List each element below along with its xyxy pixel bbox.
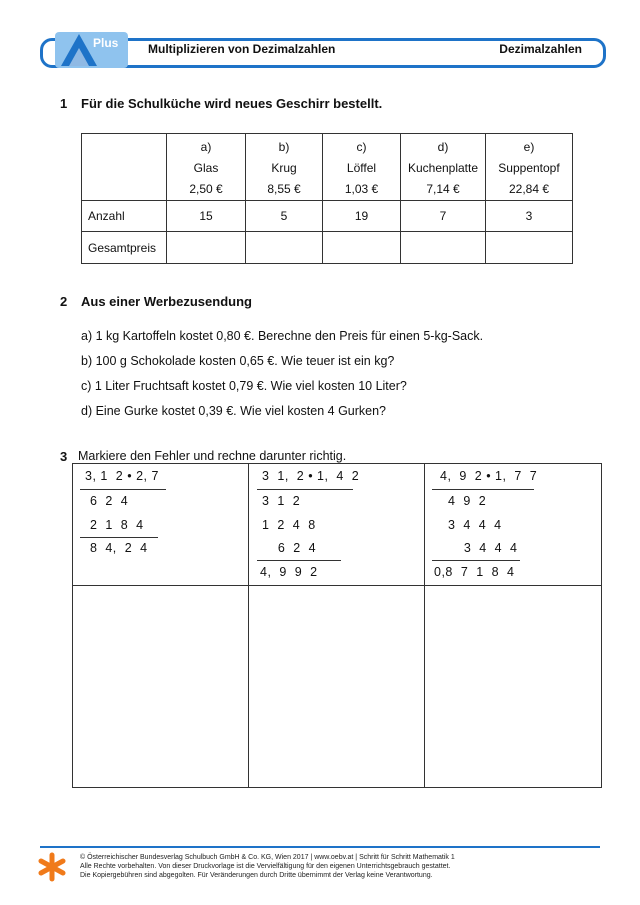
- column-letter: d): [437, 140, 449, 154]
- svg-text:Plus: Plus: [93, 36, 119, 50]
- task-2-item-d: d) Eine Gurke kostet 0,39 €. Wie viel kosten 4 Gurken?: [81, 404, 387, 418]
- calc-1-line: 2 1 8 4: [82, 518, 144, 532]
- row-label-total: Gesamtpreis: [82, 232, 167, 264]
- column-letter: c): [356, 140, 367, 154]
- total-answer-cell[interactable]: [323, 232, 401, 264]
- task-2-title: Aus einer Werbezusendung: [81, 294, 252, 309]
- calc-1-line: 6 2 4: [82, 494, 129, 508]
- row-label-count: Anzahl: [82, 201, 167, 232]
- count-cell: 15: [167, 201, 246, 232]
- column-letter: e): [523, 140, 535, 154]
- column-item: Suppentopf: [498, 161, 560, 175]
- page-title: Multiplizieren von Dezimalzahlen: [148, 42, 336, 56]
- order-table: [81, 133, 573, 264]
- task-2-item-c: c) 1 Liter Fruchtsaft kostet 0,79 €. Wie viel kosten 10 Liter?: [81, 379, 407, 393]
- calc-3-line: 0,8 7 1 8 4: [434, 565, 515, 579]
- topic-label: Dezimalzahlen: [499, 42, 582, 56]
- count-cell: 7: [401, 201, 486, 232]
- footer-line: Alle Rechte vorbehalten. Von dieser Druckvorlage ist die Vervielfältigung für den eigenen Unterrichtsgebrauch gestattet.: [80, 863, 451, 870]
- total-answer-cell[interactable]: [167, 232, 246, 264]
- task-3-number: 3: [60, 449, 68, 464]
- count-cell: 19: [323, 201, 401, 232]
- column-price: 8,55 €: [267, 182, 301, 196]
- column-b: [246, 134, 323, 201]
- calc-2-line: 3 1, 2 • 1, 4 2: [262, 469, 360, 483]
- column-price: 22,84 €: [508, 182, 550, 196]
- calc-1-line: 8 4, 2 4: [82, 541, 148, 555]
- column-price: 1,03 €: [344, 182, 379, 196]
- calc-2-line: 1 2 4 8: [262, 518, 316, 532]
- footer-rule: [40, 846, 600, 848]
- count-cell: 3: [486, 201, 573, 232]
- column-item: Kuchenplatte: [407, 161, 479, 175]
- column-d: [401, 134, 486, 201]
- task-2-item-a: a) 1 kg Kartoffeln kostet 0,80 €. Berechne den Preis für einen 5-kg-Sack.: [81, 329, 484, 343]
- column-price: 7,14 €: [426, 182, 460, 196]
- footer-legal: [80, 853, 600, 880]
- empty-corner-cell: [82, 134, 167, 201]
- column-price: 2,50 €: [189, 182, 223, 196]
- calc-3-line: 4 9 2: [440, 494, 487, 508]
- column-item: Löffel: [346, 161, 377, 175]
- underline: [80, 489, 166, 490]
- underline: [432, 489, 534, 490]
- underline: [257, 560, 341, 561]
- calc-2-line: 6 2 4: [262, 541, 317, 555]
- total-answer-cell[interactable]: [401, 232, 486, 264]
- column-letter: b): [278, 140, 290, 154]
- calc-1-line: 3, 1 2 • 2, 7: [85, 469, 159, 483]
- column-letter: a): [200, 140, 212, 154]
- underline: [80, 537, 158, 538]
- underline: [432, 560, 520, 561]
- calc-3-line: 3 4 4 4: [440, 541, 518, 555]
- publisher-star-icon: [38, 852, 66, 882]
- answer-area[interactable]: [73, 586, 248, 786]
- calc-3-line: 3 4 4 4: [440, 518, 502, 532]
- calc-2-line: 3 1 2: [262, 494, 301, 508]
- column-item: Glas: [193, 161, 219, 175]
- column-item: Krug: [271, 161, 297, 175]
- count-cell: 5: [246, 201, 323, 232]
- answer-area[interactable]: [425, 586, 600, 786]
- answer-area[interactable]: [249, 586, 424, 786]
- task-3-title: Markiere den Fehler und rechne darunter richtig.: [78, 449, 347, 463]
- column-a: [167, 134, 246, 201]
- calc-2-line: 4, 9 9 2: [260, 565, 318, 579]
- total-answer-cell[interactable]: [486, 232, 573, 264]
- total-answer-cell[interactable]: [246, 232, 323, 264]
- task-2-number: 2: [60, 294, 68, 309]
- task-2-item-b: b) 100 g Schokolade kosten 0,65 €. Wie teuer ist ein kg?: [81, 354, 395, 368]
- column-e: [486, 134, 573, 201]
- underline: [257, 489, 353, 490]
- plus-logo-icon: [55, 30, 128, 70]
- column-c: [323, 134, 401, 201]
- task-1-number: 1: [60, 96, 68, 111]
- task-1-title: Für die Schulküche wird neues Geschirr bestellt.: [81, 96, 383, 111]
- footer-line: © Österreichischer Bundesverlag Schulbuch GmbH & Co. KG, Wien 2017 | www.oebv.at | Schritt für Schritt Mathematik 1: [80, 854, 455, 861]
- calc-3-line: 4, 9 2 • 1, 7 7: [440, 469, 538, 483]
- footer-line: Die Kopiergebühren sind abgegolten. Für Veränderungen durch Dritte übernimmt der Verlag keine Verantwortung.: [80, 872, 433, 879]
